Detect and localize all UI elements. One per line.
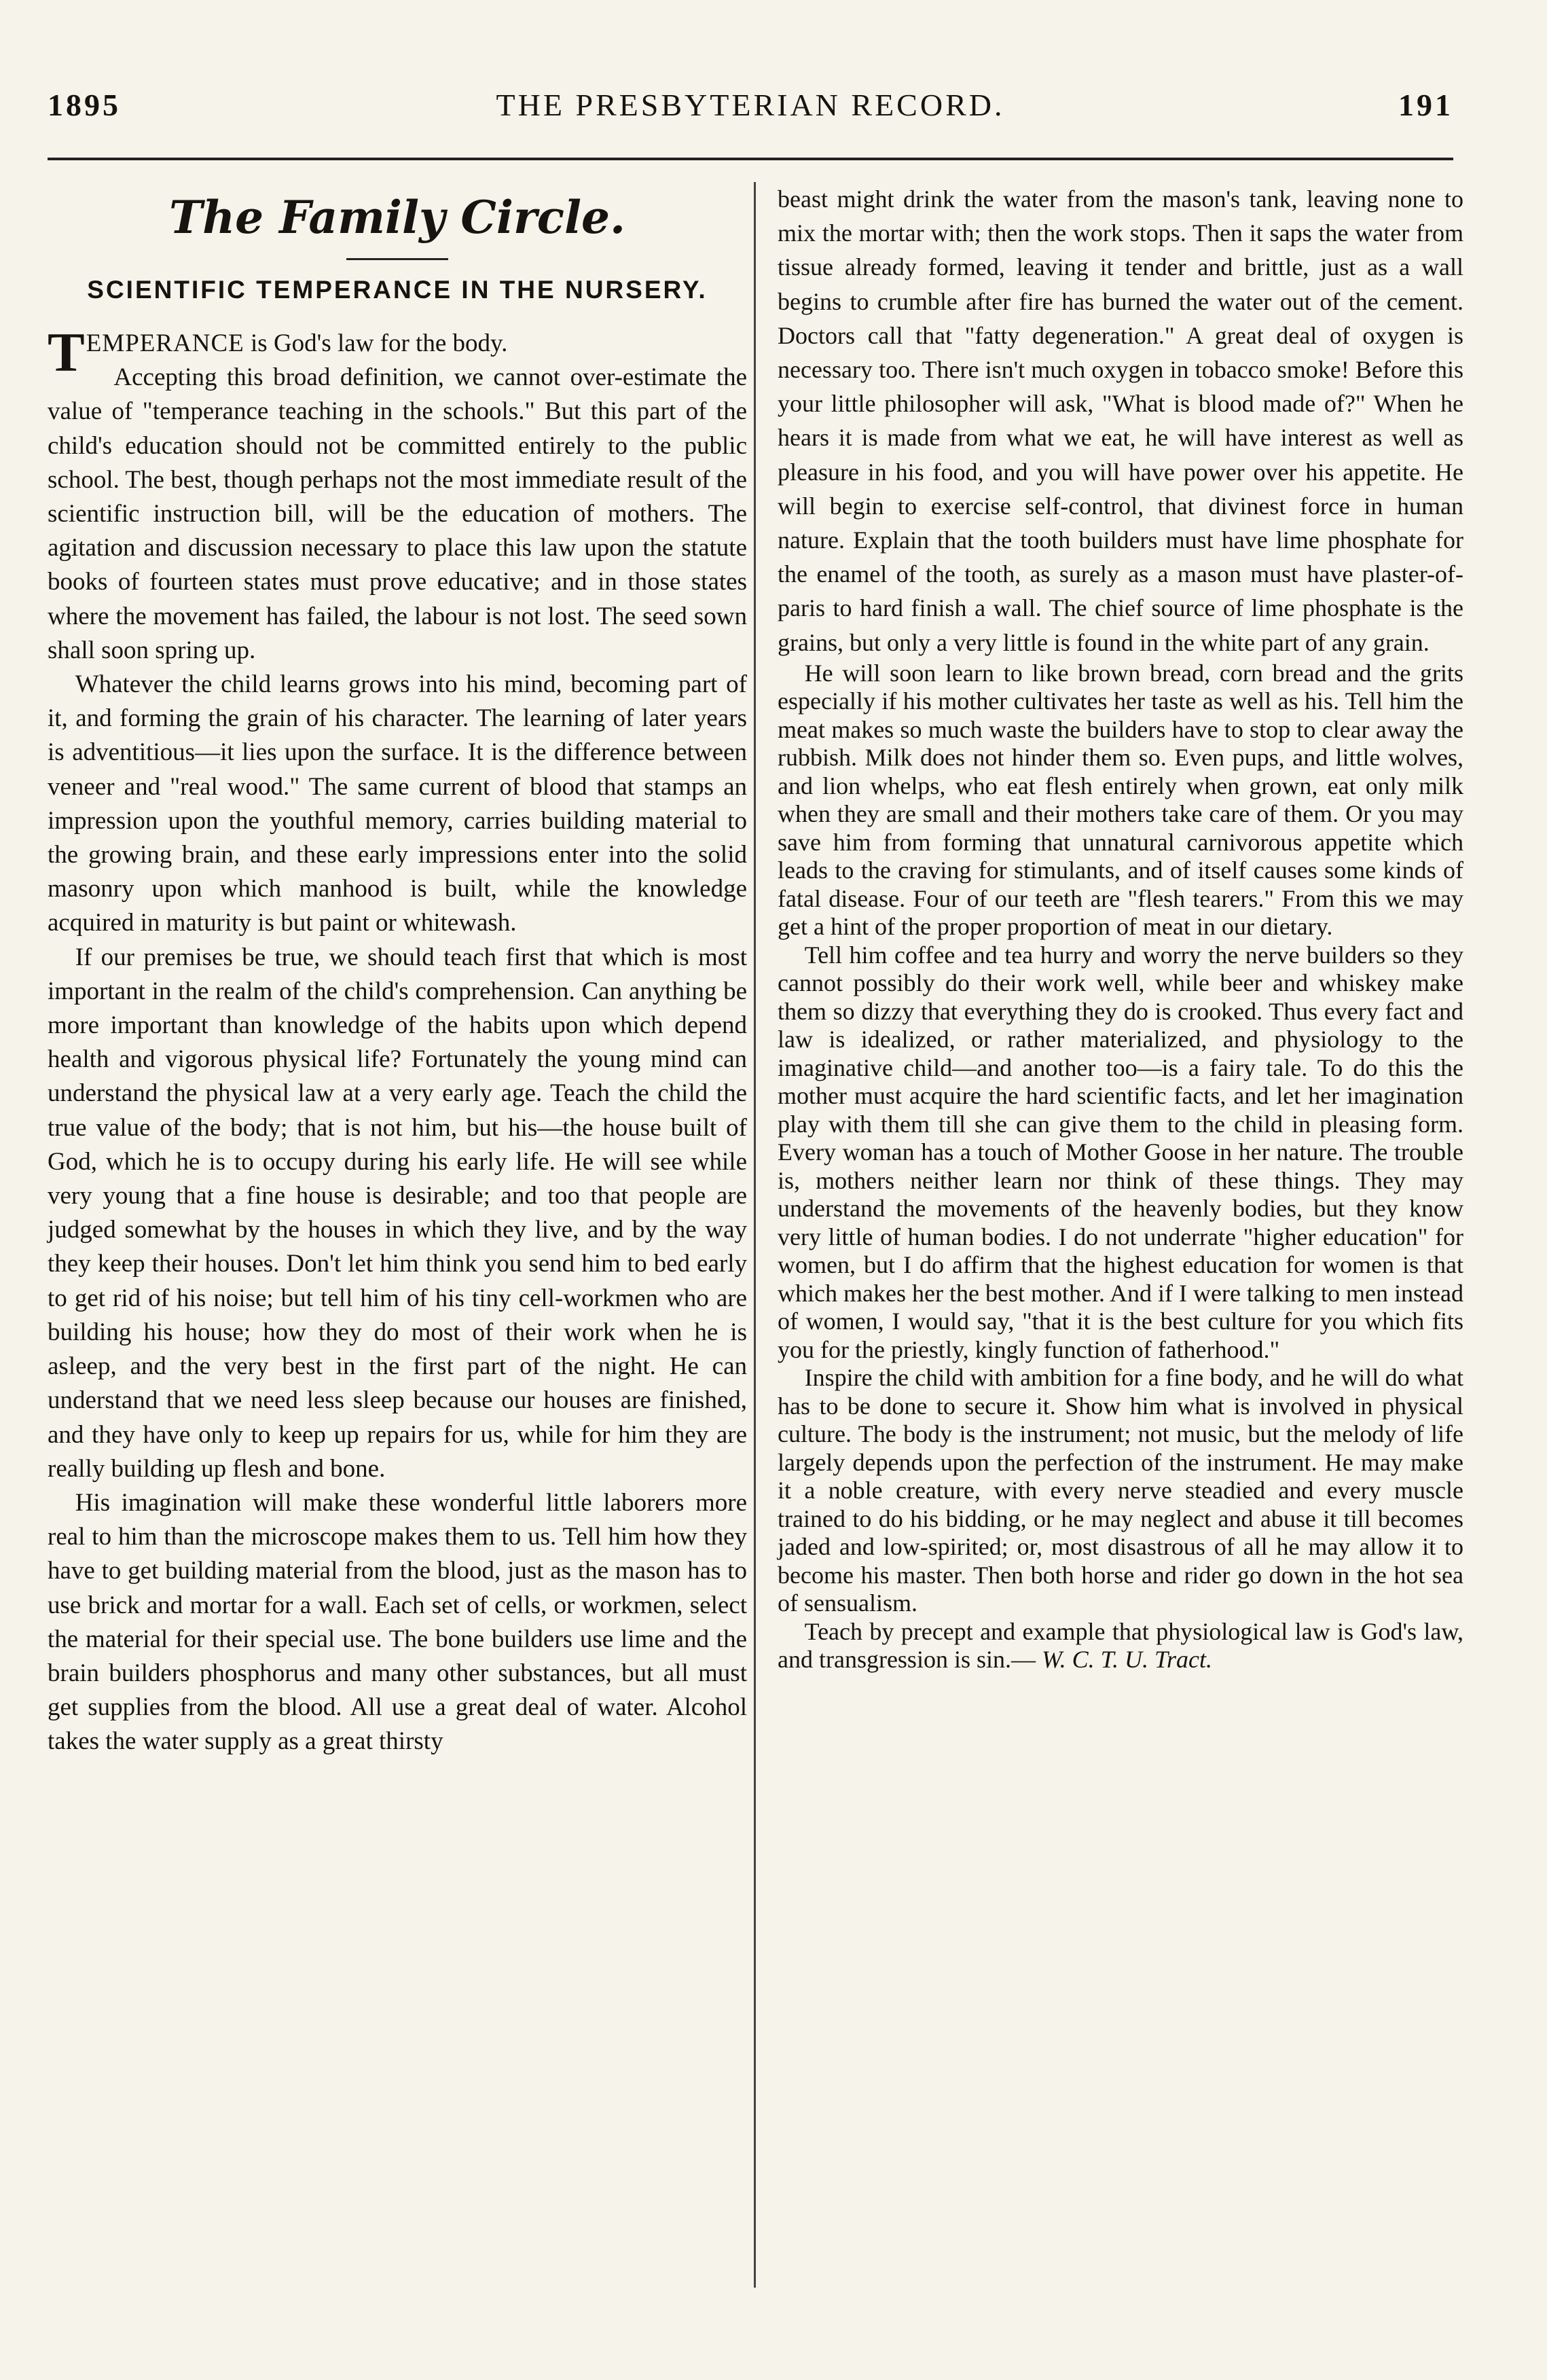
closing-paragraph bbox=[778, 1618, 1463, 1674]
header-year: 1895 bbox=[48, 88, 121, 122]
signoff: W. C. T. U. Tract. bbox=[1041, 1646, 1213, 1674]
paragraph: beast might drink the water from the mason's tank, leaving none to mix the mortar with; then the work stops. Then it saps the water from tissue already formed, leaving it tender and brittle, just as a wall begins to crumble after fire has burned the water out of the cement. Doctors call that "fatty degeneration." A great deal of oxygen is necessary too. There isn't much oxygen in tobacco smoke! Before this your little philosopher will ask, "What is blood made of?" When he hears it is made from what we eat, he will have interest as well as pleasure in his food, and you will have power over his appetite. He will begin to exercise self-control, that divinest force in human nature. Explain that the tooth builders must have lime phosphate for the enamel of the tooth, as surely as a mason must have plaster-of-paris to hard finish a wall. The chief source of lime phosphate is the grains, but only a very little is found in the white part of any grain. bbox=[778, 185, 1463, 656]
column-divider bbox=[754, 182, 756, 2288]
lead-word: EMPERANCE bbox=[86, 329, 244, 357]
drop-cap: T bbox=[48, 321, 85, 383]
journal-title: THE PRESBYTERIAN RECORD. bbox=[496, 88, 1005, 122]
page-number: 191 bbox=[1398, 88, 1453, 122]
running-header bbox=[48, 87, 1453, 148]
paragraph: He will soon learn to like brown bread, corn bread and the grits especially if his mother cultivates her taste as well as his. Tell him the meat makes so much waste the builders have to stop to clear away the rubbish. Milk does not hinder them so. Even pups, and little wolves, and lion whelps, who eat flesh entirely when grown, eat only milk when they are small and their mothers take care of them. Or you may save him from forming that unnatural carnivorous appetite which leads to the craving for stimulants, and of itself causes some kinds of fatal disease. Four of our teeth are "flesh tearers." From this we may get a hint of the proper proportion of meat in our dietary. bbox=[778, 659, 1463, 941]
paragraph: His imagination will make these wonderful little laborers more real to him than the microscope makes them to us. Tell him how they have to get building material from the blood, just as the mason has to use brick and mortar for a wall. Each set of cells, or workmen, select the material for their special use. The bone builders use lime and the brain builders phosphorus and many other substances, but all must get supplies from the blood. All use a great deal of water. Alcohol takes the water supply as a great thirsty bbox=[48, 1488, 747, 1756]
paragraph: Tell him coffee and tea hurry and worry the nerve builders so they cannot possibly do their work well, while beer and whiskey make them so dizzy that everything they do is crooked. Thus every fact and law is idealized, or rather materialized, and physiology to the imaginative child—and another too—is a fairy tale. To do this the mother must acquire the hard scientific facts, and let her imagination play with them till she can give them to the child in pleasing form. Every woman has a touch of Mother Goose in her nature. The trouble is, mothers neither learn nor think of these things. They may understand the movements of the heavenly bodies, but they know very little of human bodies. I do not underrate "higher education" for women, but I do affirm that the highest education for women is that which makes her the best mother. And if I were talking to men instead of women, I would say, "that it is the best culture for you which fits you for the priestly, kingly function of fatherhood." bbox=[778, 941, 1463, 1363]
right-column bbox=[778, 182, 1463, 1674]
left-column bbox=[48, 182, 747, 1759]
header-rule bbox=[48, 158, 1453, 160]
paragraph: Inspire the child with ambition for a fine body, and he will do what has to be done to secure it. Show him what is involved in physical culture. The body is the instrument; not music, but the melody of life largely depends upon the perfection of the instrument. He may make it a noble creature, with every nerve steadied and every muscle trained to do his bidding, or he may neglect and abuse it till becomes jaded and low-spirited; or, most disastrous of all he may allow it to become his master. Then both horse and rider go down in the hot sea of sensualism. bbox=[778, 1364, 1463, 1617]
paragraph: If our premises be true, we should teach first that which is most important in the realm of the child's comprehension. Can anything be more important than knowledge of the habits upon which depend health and vigorous physical life? Fortunately the young mind can understand the physical law at a very early age. Teach the child the true value of the body; that is not him, but his—the house built of God, which he is to occupy during his early life. He will see while very young that a fine house is desirable; and too that people are judged somewhat by the houses in which they live, and by the way they keep their houses. Don't let him think you send him to bed early to get rid of his noise; but tell him of his tiny cell-workmen who are building his house; how they do most of their work when he is asleep, and the very best in the first part of the night. He can understand that we need less sleep because our houses are finished, and they have only to keep up repairs for us, while for him they are really building up flesh and bone. bbox=[48, 943, 747, 1483]
paragraph: Whatever the child learns grows into his mind, becoming part of it, and forming the grain of his character. The learning of later years is adventitious—it lies upon the surface. It is the difference between veneer and "real wood." The same current of blood that stamps an impression upon the youthful memory, carries building material to the growing brain, and these early impressions enter into the solid masonry upon which manhood is built, while the knowledge acquired in maturity is but paint or whitewash. bbox=[48, 670, 747, 937]
section-rule bbox=[346, 258, 448, 260]
section-title: The Family Circle. bbox=[169, 191, 625, 244]
article-title: SCIENTIFIC TEMPERANCE IN THE NURSERY. bbox=[87, 276, 708, 304]
lead-paragraph bbox=[48, 321, 747, 383]
lead-rest: is God's law for the body. bbox=[244, 329, 508, 357]
paragraph: Accepting this broad definition, we cannot over-estimate the value of "temperance teaching in the schools." But this part of the child's education should not be committed entirely to the public school. The best, though perhaps not the most immediate result of the scientific instruction bill, will be the education of mothers. The agitation and discussion necessary to place this law upon the statute books of fourteen states must prove educative; and in those states where the movement has failed, the labour is not lost. The seed sown shall soon spring up. bbox=[48, 363, 747, 664]
closing-text: Teach by precept and example that physiological law is God's law, and transgression is sin.— bbox=[778, 1617, 1463, 1674]
